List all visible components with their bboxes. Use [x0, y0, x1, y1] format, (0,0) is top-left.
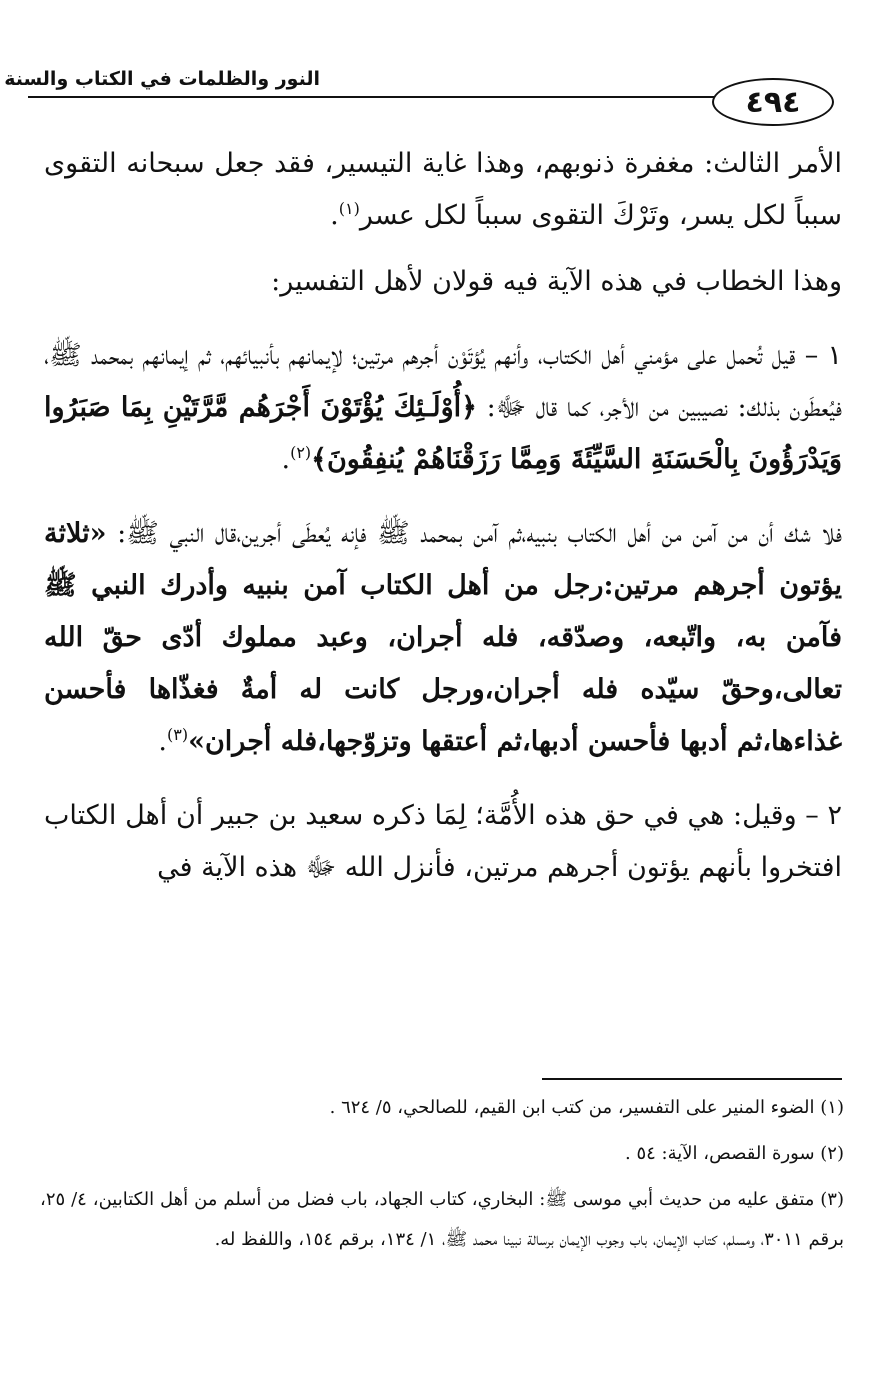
footnote-ref-3: (٣)	[167, 725, 189, 744]
main-text	[44, 138, 842, 908]
footnotes	[40, 1088, 844, 1266]
paragraph-second-view: ٢ – وقيل: هي في حق هذه الأُمَّة؛ لِمَا ذكره سعيد بن جبير أن أهل الكتاب افتخروا بأنهم يؤتون أجرهم مرتين، فأنزل الله ﷻ هذه الآية في	[44, 800, 842, 883]
paragraph-first-view	[44, 330, 842, 486]
paragraph-text: فلا شك أن من آمن من أهل الكتاب بنبيه،ثم آمن بمحمد ﷺ فإنه يُعطَى أجرين،قال النبي ﷺ:	[117, 518, 842, 549]
footnote-rule	[542, 1078, 842, 1080]
header-rule	[28, 96, 720, 98]
paragraph-text: ١ – قيل تُحمل على مؤمني أهل الكتاب، وأنهم يُؤتَوْن أجرهم مرتين؛ لإيمانهم بأنبيائهم، ثم إيمانهم بمحمد ﷺ، فيُعطَون بذلك: نصيبين من الأجر، كما قال ﷻ:	[44, 340, 842, 423]
quran-verse: ﴿أُوْلَـئِكَ يُؤْتَوْنَ أَجْرَهُم مَّرَّتَيْنِ بِمَا صَبَرُوا وَيَدْرَؤُونَ بِالْحَسَنَةِ السَّيِّئَةَ وَمِمَّا رَزَقْنَاهُمْ يُنفِقُونَ﴾	[44, 392, 842, 475]
paragraph-end: .	[330, 200, 339, 231]
paragraph-third-matter	[44, 138, 842, 242]
footnote-3: (٣) متفق عليه من حديث أبي موسى ﷺ: البخاري، كتاب الجهاد، باب فضل من أسلم من أهل الكتابين، ٤/ ٢٥، برقم ٣٠١١، ومسلم، كتاب الإيمان، باب وجوب الإيمان برسالة نبينا محمد ﷺ، ١/ ١٣٤، برقم ١٥٤، واللفظ له.	[40, 1189, 844, 1250]
paragraph-two-views: وهذا الخطاب في هذه الآية فيه قولان لأهل التفسير:	[271, 266, 842, 297]
page-number: ٤٩٤	[712, 78, 834, 126]
hadith-quote: «ثلاثة يؤتون أجرهم مرتين:رجل من أهل الكتاب آمن بنبيه وأدرك النبي ﷺ فآمن به، واتّبعه، وصدّقه، فله أجران، وعبد مملوك أدّى حقّ الله تعالى،وحقّ سيّده فله أجران،ورجل كانت له أمةٌ فغذّاها فأحسن غذاءها،ثم أدبها فأحسن أدبها،ثم أعتقها وتزوّجها،فله أجران»	[44, 518, 842, 757]
footnote-2: (٢) سورة القصص، الآية: ٥٤ .	[625, 1143, 844, 1164]
footnote-1: (١) الضوء المنير على التفسير، من كتب ابن القيم، للصالحي، ٥/ ٦٢٤ .	[329, 1097, 844, 1118]
footnote-ref-2: (٢)	[290, 443, 312, 462]
paragraph-end: .	[158, 726, 167, 757]
footnote-ref-1: (١)	[338, 199, 360, 218]
paragraph-hadith	[44, 508, 842, 768]
paragraph-end: .	[281, 444, 291, 475]
running-header-title: النور والظلمات في الكتاب والسنة	[4, 68, 320, 90]
paragraph-text: الأمر الثالث: مغفرة ذنوبهم، وهذا غاية التيسير، فقد جعل سبحانه التقوى سبباً لكل يسر، وتَرْكَ التقوى سبباً لكل عسر	[44, 148, 842, 231]
